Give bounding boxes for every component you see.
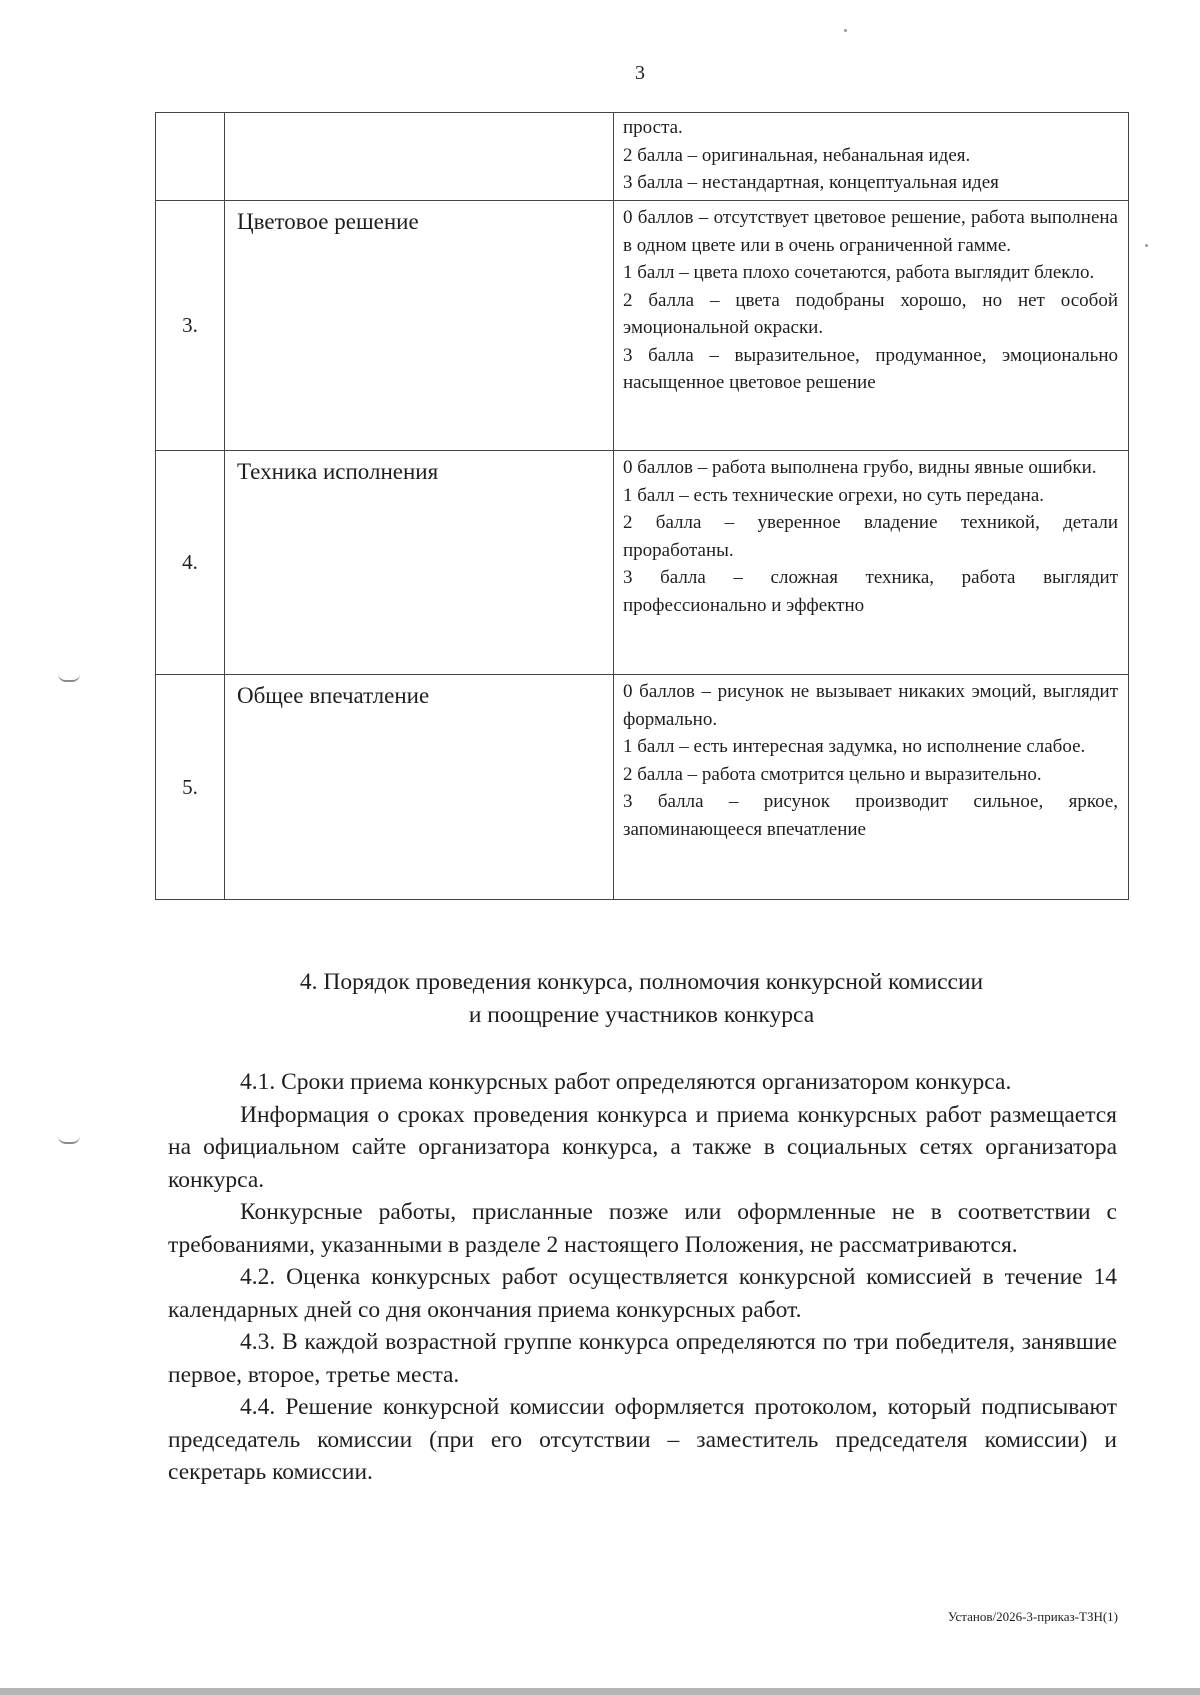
criterion-number: 4.: [156, 451, 225, 675]
criterion-number: 5.: [156, 675, 225, 900]
score-line: 1 балл – есть интересная задумка, но исполнение слабое.: [623, 736, 1086, 757]
criteria-table: [155, 112, 1129, 900]
table-row: [156, 451, 1129, 675]
section-body: [168, 1066, 1117, 1489]
score-line: 2 балла – оригинальная, небанальная идея.: [623, 144, 971, 166]
score-line: 2 балла – цвета подобраны хорошо, но нет особой эмоциональной окраски.: [623, 289, 1118, 338]
page-edge: [0, 1688, 1200, 1695]
document-code: Установ/2026-3-приказ-ТЗН(1): [947, 1609, 1118, 1624]
paragraph: Информация о сроках проведения конкурса и приема конкурсных работ размещается на официальном сайте организатора конкурса, а также в социальных сетях организатора конкурса.: [168, 1101, 1117, 1193]
section-heading-line: 4. Порядок проведения конкурса, полномочия конкурсной комиссии: [299, 969, 984, 995]
scan-artifact: [58, 674, 80, 682]
score-line: 0 баллов – рисунок не вызывает никаких эмоций, выглядит формально.: [623, 681, 1118, 730]
criterion-description: [614, 451, 1129, 675]
score-line: 0 баллов – отсутствует цветовое решение, работа выполнена в одном цвете или в очень ограниченной гамме.: [623, 207, 1118, 256]
section-heading: [155, 966, 1128, 1032]
scan-artifact: [1145, 244, 1148, 247]
criterion-name: Общее впечатление: [225, 675, 614, 900]
score-line: 3 балла – выразительное, продуманное, эмоционально насыщенное цветовое решение: [623, 344, 1118, 393]
criterion-name: Техника исполнения: [225, 451, 614, 675]
score-line: проста.: [623, 117, 683, 138]
score-line: 1 балл – цвета плохо сочетаются, работа выглядит блекло.: [623, 262, 1095, 283]
score-line: 2 балла – работа смотрится цельно и выразительно.: [623, 763, 1042, 785]
score-line: 1 балл – есть технические огрехи, но суть передана.: [623, 484, 1045, 506]
criterion-description: [614, 675, 1129, 900]
paragraph: 4.2. Оценка конкурсных работ осуществляется конкурсной комиссией в течение 14 календарных дней со дня окончания приема конкурсных работ.: [168, 1264, 1117, 1323]
table-row: [156, 201, 1129, 451]
criterion-description: [614, 113, 1129, 201]
criterion-number: [156, 113, 225, 201]
paragraph: Конкурсные работы, присланные позже или оформленные не в соответствии с требованиями, указанными в разделе 2 настоящего Положения, не рассматриваются.: [168, 1199, 1117, 1258]
paragraph: 4.1. Сроки приема конкурсных работ определяются организатором конкурса.: [240, 1069, 1012, 1095]
score-line: 3 балла – нестандартная, концептуальная идея: [623, 172, 999, 193]
score-line: 0 баллов – работа выполнена грубо, видны явные ошибки.: [623, 457, 1097, 478]
table-row: [156, 113, 1129, 201]
criterion-number: 3.: [156, 201, 225, 451]
paragraph: 4.4. Решение конкурсной комиссии оформляется протоколом, который подписывают председатель комиссии (при его отсутствии – заместитель председателя комиссии) и секретарь комиссии.: [168, 1394, 1117, 1485]
paragraph: 4.3. В каждой возрастной группе конкурса определяются по три победителя, занявшие первое, второе, третье места.: [168, 1329, 1117, 1388]
score-line: 3 балла – рисунок производит сильное, яркое, запоминающееся впечатление: [623, 791, 1118, 840]
page-number: 3: [635, 62, 645, 84]
table-row: [156, 675, 1129, 900]
criterion-name: [225, 113, 614, 201]
score-line: 3 балла – сложная техника, работа выглядит профессионально и эффектно: [623, 567, 1118, 616]
criterion-name: Цветовое решение: [225, 201, 614, 451]
section-heading-line: и поощрение участников конкурса: [468, 1002, 815, 1028]
criterion-description: [614, 201, 1129, 451]
scan-artifact: [844, 29, 847, 32]
score-line: 2 балла – уверенное владение техникой, детали проработаны.: [623, 512, 1118, 561]
scan-artifact: [58, 1136, 80, 1144]
